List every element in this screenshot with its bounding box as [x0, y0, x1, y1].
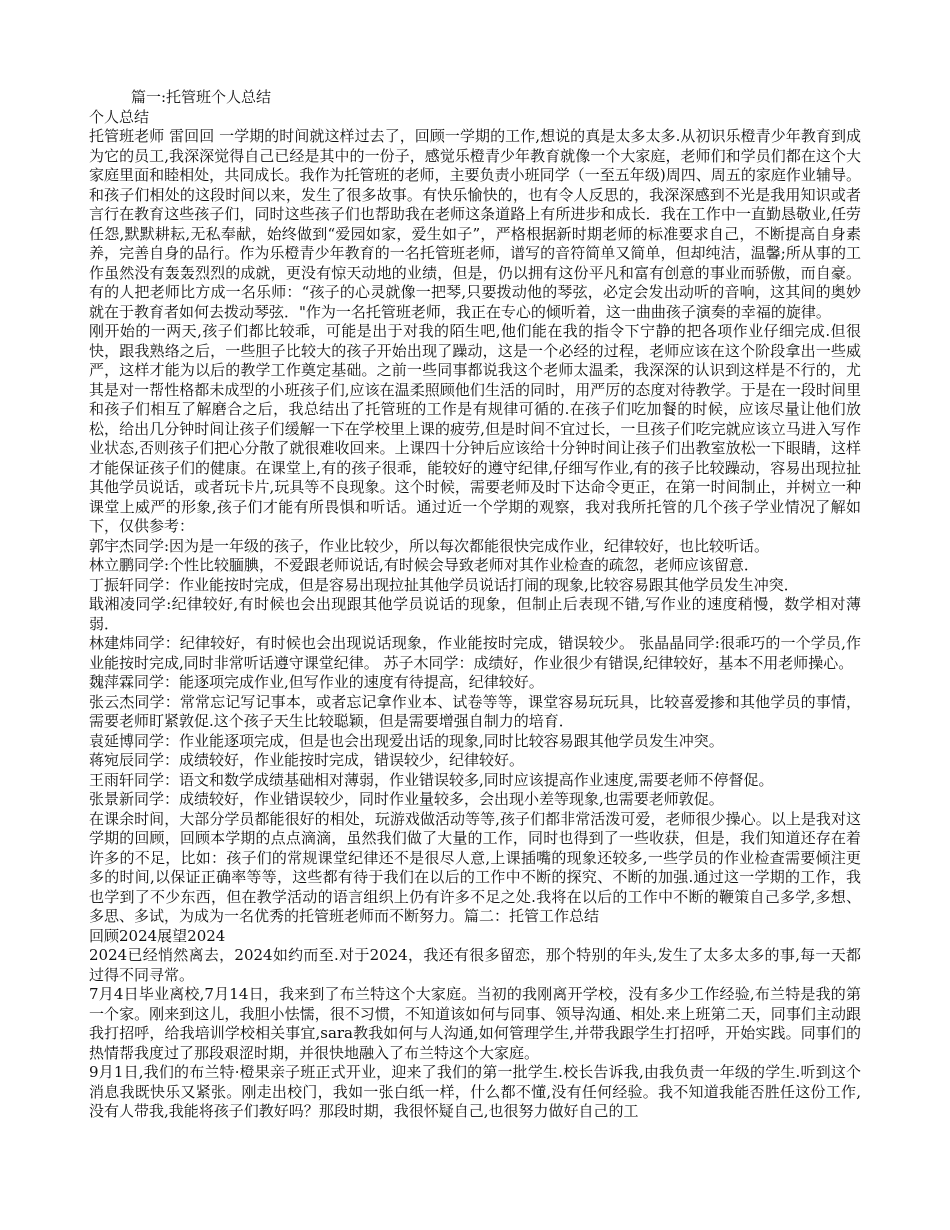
paragraph-experience: 刚开始的一两天,孩子们都比较乖，可能是出于对我的陌生吧,他们能在我的指令下宁静的把各项作业仔细完成.但很快，跟我熟络之后，一些胆子比较大的孩子开始出现了躁动，这是一个必经的过程，老师应该在这个阶段拿出一些威严，这样才能为以后的教学工作奠定基础。之前一些同事都说我这个老师太温柔，我深深的认识到这样是不行的，尤其是对一帮性格都未成型的小班孩子们,应该在温柔照顾他们生活的同时，用严厉的态度对待教学。于是在一段时间里和孩子们相互了解磨合之后，我总结出了托管班的工作是有规律可循的.在孩子们吃加餐的时候，应该尽量让他们放松，给出几分钟时间让孩子们缓解一下在学校里上课的疲劳,但是时间不宜过长，一旦孩子们吃完就应该立马进入写作业状态,否则孩子们把心分散了就很难收回来。上课四十分钟后应该给十分钟时间让孩子们出教室放松一下眼睛，这样才能保证孩子们的健康。在课堂上,有的孩子很乖，能较好的遵守纪律,仔细写作业,有的孩子比较躁动，容易出现拉扯其他学员说话，或者玩卡片,玩具等不良现象。这个时候，需要老师及时下达命令更正，在第一时间制止，并树立一种课堂上威严的形象,孩子们才能有所畏惧和听话。通过近一个学期的观察，我对我所托管的几个孩子学业情况了解如下，仅供参考：: [89, 322, 861, 535]
student-note: 张云杰同学：常常忘记写记事本，或者忘记拿作业本、试卷等等，课堂容易玩玩具，比较喜爱掺和其他学员的事情，需要老师盯紧敦促.这个孩子天生比较聪颖，但是需要增强自制力的培育．: [89, 692, 861, 730]
paragraph-heading-summary: 个人总结: [89, 107, 150, 126]
student-note: 林立鹏同学:个性比较腼腆，不爱跟老师说话,有时候会导致老师对其作业检查的疏忽，老师应该留意．: [89, 556, 759, 574]
student-note: 魏萍霖同学：能逐项完成作业,但写作业的速度有待提高，纪律较好。: [89, 673, 544, 691]
student-note: 张景新同学：成绩较好，作业错误较少，同时作业量较多，会出现小差等现象,也需要老师敦促。: [89, 790, 724, 808]
paragraph-intro: 托管班老师 雷回回 一学期的时间就这样过去了，回顾一学期的工作,想说的真是太多太多.从初识乐橙青少年教育到成为它的员工,我深深觉得自己已经是其中的一份子，感觉乐橙青少年教育就像一个大家庭，老师们和学员们都在这个大家庭里面和睦相处，共同成长。我作为托管班的老师，主要负责小班同学（一至五年级)周四、周五的家庭作业辅导。和孩子们相处的这段时间以来，发生了很多故事。有快乐愉快的，也有令人反思的，我深深感到不光是我用知识或者言行在教育这些孩子们，同时这些孩子们也帮助我在老师这条道路上有所进步和成长．我在工作中一直勤恳敬业,任劳任怨,默默耕耘,无私奉献，始终做到“爱园如家，爱生如子”，严格根据新时期老师的标准要求自己，不断提高自身素养，完善自身的品行。作为乐橙青少年教育的一名托管班老师，谱写的音符简单又简单，但却纯洁，温馨;所从事的工作虽然没有轰轰烈烈的成就，更没有惊天动地的业绩，但是，仍以拥有这份平凡和富有创意的事业而骄傲，而自豪。有的人把老师比方成一名乐师：“孩子的心灵就像一把琴,只要拨动他的琴弦，必定会发出动听的音响，这其间的奥妙就在于教育者如何去拨动琴弦．"作为一名托管班老师，我正在专心的倾听着，这一曲曲孩子演奏的幸福的旋律。: [89, 127, 861, 321]
document-title: 篇一:托管班个人总结: [131, 88, 272, 106]
student-note: 郭宇杰同学:因为是一年级的孩子，作业比较少，所以每次都能很快完成作业，纪律较好，也比较听话。: [89, 536, 770, 555]
student-note: 王雨轩同学：语文和数学成绩基础相对薄弱，作业错误较多,同时应该提高作业速度,需要老师不停督促。: [89, 770, 774, 789]
student-note: 袁延博同学：作业能逐项完成，但是也会出现爱出话的现象,同时比较容易跟其他学员发生冲突。: [89, 731, 724, 750]
paragraph-heading-review: 回顾2024展望2024: [89, 926, 226, 945]
document-page: [89, 88, 861, 1122]
paragraph-july: 7月4日毕业离校,7月14日，我来到了布兰特这个大家庭。当初的我刚离开学校，没有多少工作经验,布兰特是我的第一个家。刚来到这儿，我胆小怯懦，很不习惯，不知道该如何与同事、领导沟通、相处.来上班第二天，同事们主动跟我打招呼，给我培训学校相关事宜,sara教我如何与人沟通,如何管理学生,并带我跟学生打招呼，开始实践。同事们的热情帮我度过了那段艰涩时期，并很快地融入了布兰特这个大家庭。: [89, 985, 861, 1062]
student-note: 蒋宛辰同学：成绩较好，作业能按时完成，错误较少，纪律较好。: [89, 751, 525, 769]
paragraph-year-review: 2024已经悄然离去，2024如约而至.对于2024，我还有很多留恋，那个特别的年头,发生了太多太多的事,每一天都过得不同寻常。: [89, 946, 861, 984]
paragraph-september: 9月1日,我们的布兰特·橙果亲子班正式开业，迎来了我们的第一批学生.校长告诉我,由我负责一年级的学生.听到这个消息我既快乐又紧张。刚走出校门，我如一张白纸一样，什么都不懂,没有任何经验。我不知道我能否胜任这份工作,没有人带我,我能将孩子们教好吗？那段时期，我很怀疑自己,也很努力做好自己的工: [89, 1063, 861, 1120]
paragraph-conclusion: 在课余时间，大部分学员都能很好的相处，玩游戏做活动等等,孩子们都非常活泼可爱，老师很少操心。以上是我对这学期的回顾，回顾本学期的点点滴滴，虽然我们做了大量的工作，同时也得到了一些收获，但是，我们知道还存在着许多的不足，比如：孩子们的常规课堂纪律还不是很尽人意,上课插嘴的现象还较多,一些学员的作业检查需要倾注更多的时间,以保证正确率等等，这些都有待于我们在以后的工作中不断的探究、不断的加强.通过这一学期的工作，我也学到了不少东西，但在教学活动的语言组织上仍有许多不足之处.我将在以后的工作中不断的鞭策自己多学,多想、多思、多试，为成为一名优秀的托管班老师而不断努力。篇二：托管工作总结: [89, 809, 861, 925]
student-note: 丁振轩同学：作业能按时完成，但是容易出现拉扯其他学员说话打闹的现象,比较容易跟其他学员发生冲突．: [89, 575, 799, 594]
student-note: 戢湘凌同学:纪律较好,有时候也会出现跟其他学员说话的现象，但制止后表现不错,写作业的速度稍慢，数学相对薄弱．: [89, 595, 861, 633]
document-body: [89, 108, 861, 1122]
student-note: 林建炜同学：纪律较好，有时候也会出现说话现象，作业能按时完成，错误较少。 张晶晶同学:很乖巧的一个学员,作业能按时完成,同时非常听话遵守课堂纪律。 苏子木同学：成绩好，作业很少有错误,纪律较好，基本不用老师操心。: [89, 634, 861, 672]
